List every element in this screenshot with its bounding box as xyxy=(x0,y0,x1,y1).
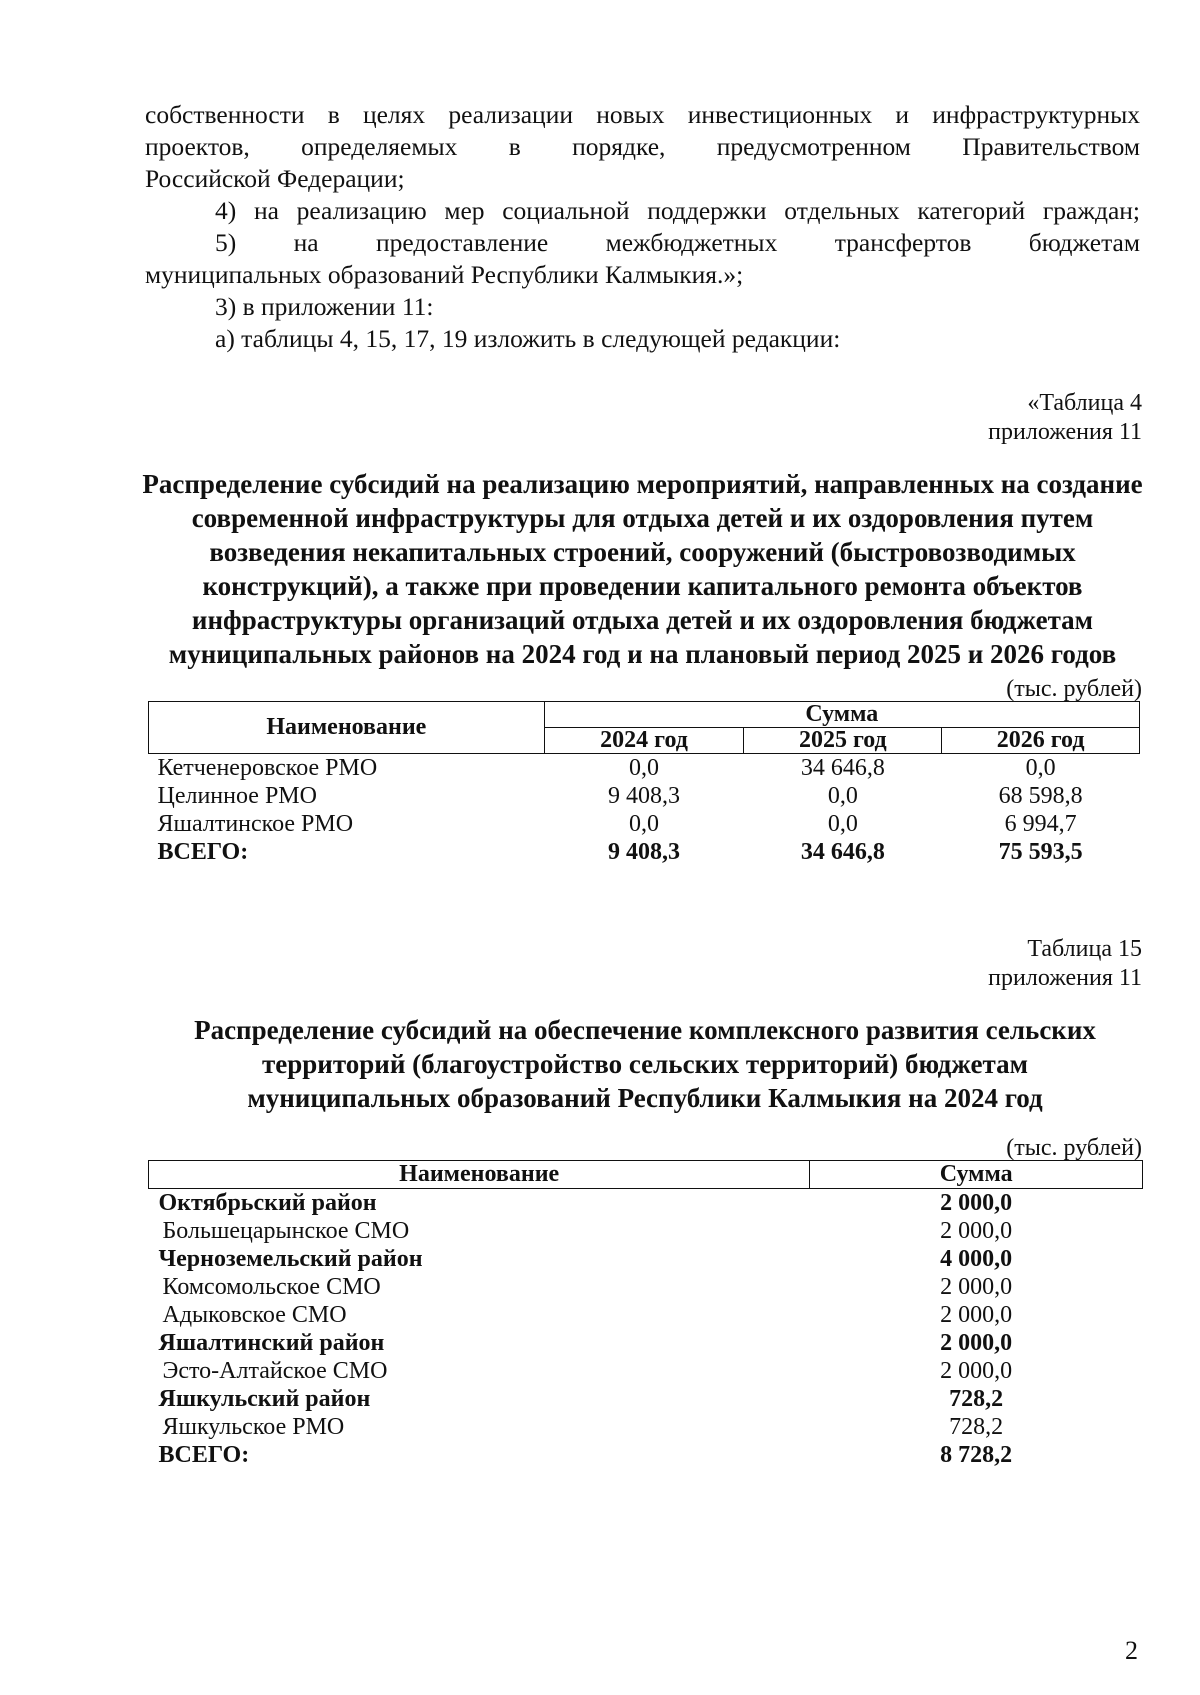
table15-header-sum: Сумма xyxy=(810,1161,1143,1189)
table15-row-name: Комсомольское СМО xyxy=(162,1274,381,1300)
intro-item-5-line-1: 5) на предоставление межбюджетных трансфертов бюджетам xyxy=(215,228,1140,257)
table15 xyxy=(148,1160,1143,1469)
intro-item-5-line-2: муниципальных образований Республики Калмыкия.»; xyxy=(145,260,744,289)
table-row xyxy=(149,1329,1143,1357)
table-row-total xyxy=(149,838,1140,866)
table-row xyxy=(149,1441,1143,1469)
table15-row-value: 8 728,2 xyxy=(940,1442,1013,1468)
table15-row-name: Октябрьский район xyxy=(158,1190,377,1216)
table4-row-value: 9 408,3 xyxy=(608,783,681,809)
table4-row-value: 0,0 xyxy=(629,811,660,837)
table15-row-value: 728,2 xyxy=(949,1414,1004,1440)
table4-total-label: ВСЕГО: xyxy=(157,839,249,865)
table15-row-value: 4 000,0 xyxy=(940,1246,1013,1272)
table15-note xyxy=(988,935,1142,993)
intro-line-1: собственности в целях реализации новых инвестиционных и инфраструктурных xyxy=(145,100,1140,129)
table15-row-value: 2 000,0 xyxy=(940,1218,1013,1244)
intro-item-3: 3) в приложении 11: xyxy=(215,292,434,321)
table15-row-value: 2 000,0 xyxy=(940,1302,1013,1328)
table4-row-value: 6 994,7 xyxy=(1004,811,1077,837)
table-row xyxy=(149,1273,1143,1301)
intro-line-2: проектов, определяемых в порядке, предусмотренном Правительством xyxy=(145,132,1140,161)
table4-header-year-2026: 2026 год xyxy=(942,728,1140,754)
table15-row-value: 2 000,0 xyxy=(940,1274,1013,1300)
table15-row-name: Эсто-Алтайское СМО xyxy=(162,1358,388,1384)
table4-unit: (тыс. рублей) xyxy=(1006,676,1142,702)
table4-total-value: 9 408,3 xyxy=(608,839,681,865)
table4-header-year-2025: 2025 год xyxy=(744,728,942,754)
table15-row-value: 728,2 xyxy=(949,1386,1004,1412)
table-row xyxy=(149,1245,1143,1273)
page-number: 2 xyxy=(1125,1636,1138,1665)
table4-header-name: Наименование xyxy=(149,702,545,754)
table4-note-line-2: приложения 11 xyxy=(988,419,1142,445)
table15-row-name: Яшкульское РМО xyxy=(162,1414,345,1440)
table-row xyxy=(149,1217,1143,1245)
table-row xyxy=(149,1413,1143,1441)
table-row xyxy=(149,754,1140,783)
table15-row-value: 2 000,0 xyxy=(940,1358,1013,1384)
table15-row-name: Яшкульский район xyxy=(158,1386,371,1412)
table15-unit: (тыс. рублей) xyxy=(1006,1135,1142,1161)
table-row xyxy=(149,1385,1143,1413)
table15-header-name: Наименование xyxy=(149,1161,810,1189)
table15-note-line-2: приложения 11 xyxy=(988,965,1142,991)
table4-row-value: 0,0 xyxy=(629,755,660,781)
table4-row-value: 0,0 xyxy=(827,783,858,809)
table4-row-value: 0,0 xyxy=(1025,755,1056,781)
table4 xyxy=(148,701,1140,866)
table15-note-line-1: Таблица 15 xyxy=(1027,936,1142,962)
intro-item-a: а) таблицы 4, 15, 17, 19 изложить в следующей редакции: xyxy=(215,324,841,353)
table4-row-value: 34 646,8 xyxy=(800,755,885,781)
table15-row-name: ВСЕГО: xyxy=(158,1442,250,1468)
table4-row-name: Целинное РМО xyxy=(157,783,317,809)
table4-row-name: Кетченеровское РМО xyxy=(157,755,378,781)
table4-header-sum: Сумма xyxy=(544,702,1139,728)
table4-row-name: Яшалтинское РМО xyxy=(157,811,354,837)
table15-row-name: Большецарынское СМО xyxy=(162,1218,410,1244)
table-row xyxy=(149,782,1140,810)
table4-total-value: 34 646,8 xyxy=(800,839,885,865)
table15-title: Распределение субсидий на обеспечение комплексного развития сельских территорий (благоустройство сельских территорий) бюджетам муниципальных образований Республики Калмыкия на 2024 год xyxy=(194,1015,1096,1113)
table15-row-value: 2 000,0 xyxy=(940,1330,1013,1356)
table15-row-name: Черноземельский район xyxy=(158,1246,423,1272)
intro-item-4: 4) на реализацию мер социальной поддержки отдельных категорий граждан; xyxy=(215,196,1140,225)
table4-note-line-1: «Таблица 4 xyxy=(1027,390,1142,416)
intro-line-3: Российской Федерации; xyxy=(145,164,405,193)
table4-total-value: 75 593,5 xyxy=(998,839,1083,865)
table4-title: Распределение субсидий на реализацию мероприятий, направленных на создание современной инфраструктуры для отдыха детей и их оздоровления путем возведения некапитальных строений, сооружений (быстровозводимых конструкций), а также при проведении капитального ремонта объектов инфраструктуры организаций отдыха детей и их оздоровления бюджетам муниципальных районов на 2024 год и на плановый период 2025 и 2026 годов xyxy=(142,469,1143,669)
table15-row-value: 2 000,0 xyxy=(940,1190,1013,1216)
table-row xyxy=(149,1301,1143,1329)
table4-header-year-2024: 2024 год xyxy=(544,728,744,754)
table-row xyxy=(149,1357,1143,1385)
table4-note xyxy=(988,389,1142,447)
table15-row-name: Адыковское СМО xyxy=(162,1302,347,1328)
table15-row-name: Яшалтинский район xyxy=(158,1330,385,1356)
table-row xyxy=(149,810,1140,838)
table4-row-value: 68 598,8 xyxy=(998,783,1083,809)
table4-row-value: 0,0 xyxy=(827,811,858,837)
table-row xyxy=(149,1189,1143,1218)
